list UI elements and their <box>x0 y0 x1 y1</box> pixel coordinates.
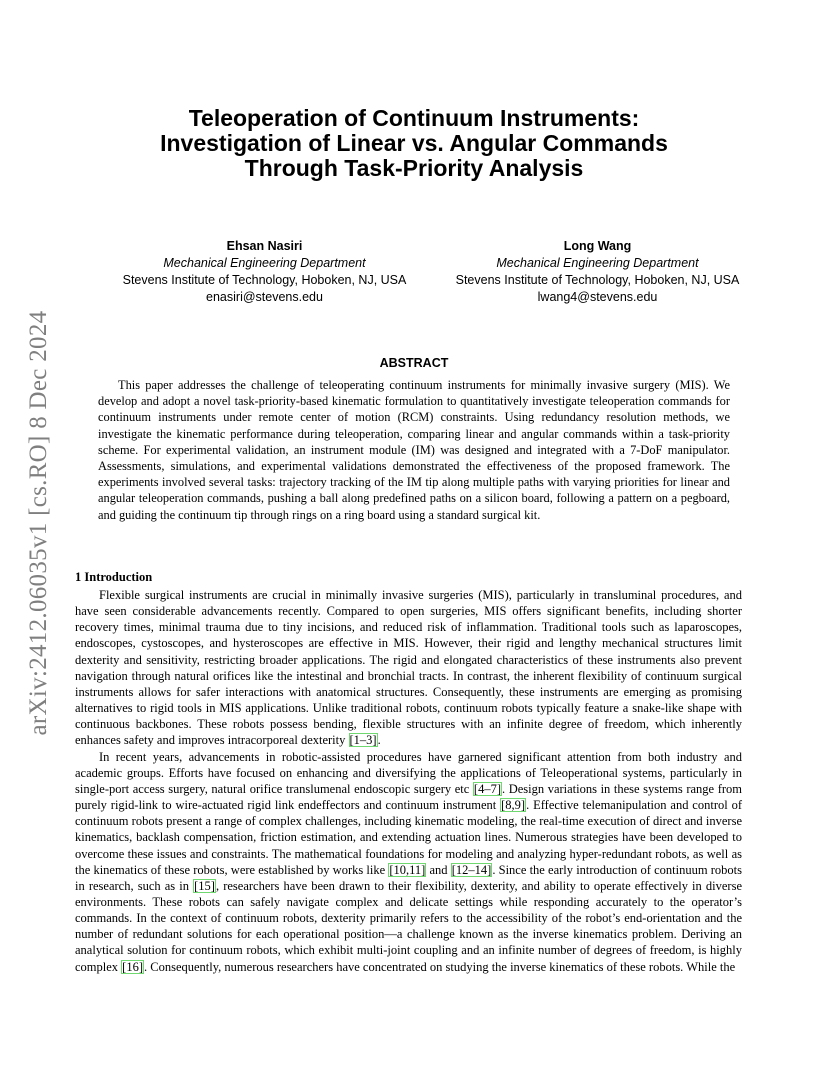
paragraph-text: . Since the early introduction of continuum robots in research, such as in <box>75 862 742 893</box>
introduction-body <box>75 587 742 975</box>
paragraph-text: , researchers have been drawn to their flexibility, dexterity, and ability to operate effectively in diverse environments. These robots can safely navigate complex and delicate settings while responding accurately to the operator’s commands. In the context of continuum robots, dexterity primarily refers to the accessibility of the robot’s end-orientation and the number of redundant solutions for each operational position—a challenge known as the inverse kinematics problem. Deriving an analytical solution for continuum robots, which exhibit multi-joint coupling and an infinite number of degrees of freedom, is highly complex <box>75 878 742 974</box>
author-affiliation: Stevens Institute of Technology, Hoboken, NJ, USA <box>455 273 740 287</box>
author-department: Mechanical Engineering Department <box>163 256 366 270</box>
paragraph-2 <box>75 749 742 975</box>
title-line-2: Investigation of Linear vs. Angular Commands <box>160 130 668 156</box>
citation-link[interactable]: [12–14] <box>451 862 492 877</box>
paragraph-text: and <box>426 862 451 877</box>
citation-link[interactable]: [10,11] <box>389 862 426 877</box>
paragraph-text: . Consequently, numerous researchers have concentrated on studying the inverse kinematics of these robots. While the <box>144 959 736 974</box>
author-block-2 <box>425 238 770 306</box>
paragraph-text: . Design variations in these systems range from purely rigid-link to wire-actuated rigid link endeffectors and continuum instrument <box>75 781 742 813</box>
citation-link[interactable]: [4–7] <box>473 781 501 796</box>
paragraph-text: In recent years, advancements in robotic-assisted procedures have garnered significant attention from both industry and academic groups. Efforts have focused on enhancing and diversifying the applications of Teleoperational systems, particularly in single-port access surgery, natural orifice translumenal endoscopic surgery etc <box>75 749 742 796</box>
section-heading-introduction: 1 Introduction <box>75 570 153 584</box>
citation-link[interactable]: [1–3] <box>349 733 377 748</box>
citation-link[interactable]: [15] <box>194 878 215 893</box>
paragraph-1 <box>75 587 742 749</box>
paragraph-text: Flexible surgical instruments are crucial in minimally invasive surgeries (MIS), particularly in transluminal procedures, and have seen considerable advancements recently. Compared to open surgeries, MIS offers significant benefits, including shorter recovery times, minimal trauma due to tiny incisions, and reduced risk of inflammation. Traditional tools such as laparoscopes, endoscopes, cystoscopes, and hysteroscopes are effective in MIS. However, their rigid and lengthy mechanical structures limit dexterity and sensitivity, restricting broader applications. The rigid and elongated characteristics of these instruments also prevent navigation through natural orifices like the intestinal and bronchial tracts. In contrast, the inherent flexibility of continuum surgical instruments allows for safer interactions with anatomical structures. Consequently, these instruments are emerging as promising alternatives to rigid tools in MIS applications. Unlike traditional robots, continuum robots typically feature a snake-like shape with continuous backbones. These robots possess bending, flexible structures with an infinite degree of freedom, which inherently enhances safety and improves intracorporeal dexterity <box>75 588 742 748</box>
paper-title <box>0 106 828 181</box>
author-affiliation: Stevens Institute of Technology, Hoboken, NJ, USA <box>122 273 407 287</box>
paragraph-text: . <box>377 733 381 748</box>
author-department: Mechanical Engineering Department <box>496 256 699 270</box>
author-block-1 <box>92 238 437 306</box>
author-email[interactable]: enasiri@stevens.edu <box>206 290 323 304</box>
title-line-1: Teleoperation of Continuum Instruments: <box>188 105 640 131</box>
abstract-text: This paper addresses the challenge of teleoperating continuum instruments for minimally invasive surgery (MIS). We develop and adopt a novel task-priority-based kinematic formulation to quantitatively investigate teleoperation commands for continuum instruments under remote center of motion (RCM) constraints. Using redundancy resolution methods, we investigate the kinematic performance during teleoperation, comparing linear and angular commands within a task-priority scheme. For experimental validation, an instrument module (IM) was designed and integrated with a 7-DoF manipulator. Assessments, simulations, and experimental validations demonstrated the effectiveness of the proposed framework. The experiments involved several tasks: trajectory tracking of the IM tip along multiple paths with varying priorities for linear and angular teleoperation commands, pushing a ball along predefined paths on a silicon board, following a pattern on a pegboard, and guiding the continuum tip through rings on a ring board using a standard surgical kit. <box>98 378 730 522</box>
arxiv-identifier: arXiv:2412.06035v1 [cs.RO] 8 Dec 2024 <box>25 310 52 735</box>
citation-link[interactable]: [8,9] <box>501 798 526 813</box>
title-line-3: Through Task-Priority Analysis <box>244 155 584 181</box>
author-email[interactable]: lwang4@stevens.edu <box>537 290 658 304</box>
citation-link[interactable]: [16] <box>122 959 143 974</box>
author-name: Ehsan Nasiri <box>226 239 303 253</box>
abstract-heading: ABSTRACT <box>379 356 449 370</box>
author-name: Long Wang <box>563 239 632 253</box>
paragraph-text: . Effective telemanipulation and control of continuum robots present a range of complex challenges, including kinematic modeling, the real-time execution of direct and inverse kinematics, backlash compensation, friction estimation, and extending actuation lines. Numerous strategies have been developed to overcome these issues and constraints. The mathematical foundations for modeling and analyzing hyper-redundant robots, as well as the kinematics of these robots, were established by works like <box>75 798 742 877</box>
